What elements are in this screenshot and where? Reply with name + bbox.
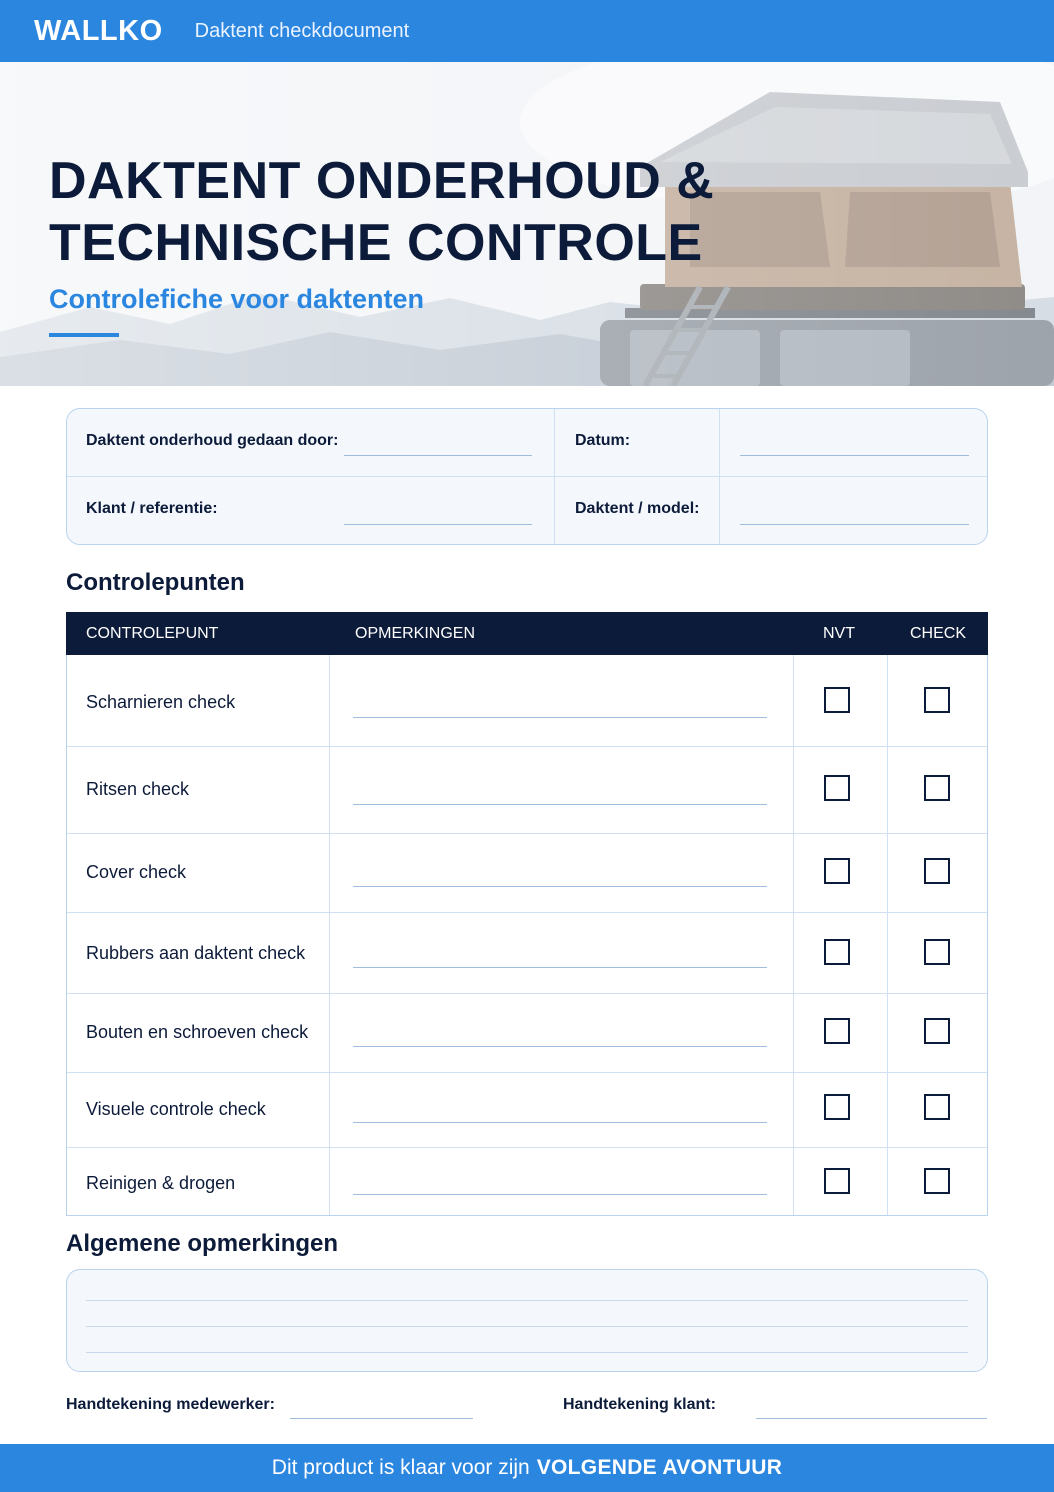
title-line-2: TECHNISCHE CONTROLE — [49, 214, 703, 272]
remarks-field[interactable] — [353, 1122, 767, 1123]
done-by-label: Daktent onderhoud gedaan door: — [86, 432, 339, 449]
checkpoint-label: Bouten en schroeven check — [86, 1022, 309, 1042]
page-subtitle: Controlefiche voor daktenten — [49, 284, 425, 314]
na-checkbox[interactable] — [824, 1018, 850, 1044]
client-signature-field[interactable] — [756, 1418, 987, 1419]
column-header-check: CHECK — [910, 625, 967, 642]
subtitle-underline — [49, 333, 119, 337]
check-checkbox[interactable] — [924, 858, 950, 884]
na-checkbox[interactable] — [824, 858, 850, 884]
checkpoint-label: Visuele controle check — [86, 1099, 266, 1119]
table-row — [67, 994, 987, 1073]
table-row — [67, 747, 987, 834]
check-checkbox[interactable] — [924, 687, 950, 713]
employee-signature-label: Handtekening medewerker: — [66, 1396, 275, 1413]
remarks-field[interactable] — [353, 1046, 767, 1047]
na-checkbox[interactable] — [824, 687, 850, 713]
date-label: Datum: — [575, 432, 631, 449]
remarks-field[interactable] — [353, 967, 767, 968]
remarks-section-title: Algemene opmerkingen — [66, 1230, 339, 1257]
brand-logo: WALLKO — [34, 14, 163, 47]
na-checkbox[interactable] — [824, 1168, 850, 1194]
checkpoint-label: Scharnieren check — [86, 692, 236, 712]
remarks-box[interactable] — [66, 1269, 988, 1372]
page-title — [49, 150, 714, 274]
remarks-line — [86, 1300, 968, 1301]
checks-table — [66, 655, 988, 1216]
checks-section-title: Controlepunten — [66, 569, 245, 596]
remarks-line — [86, 1326, 968, 1327]
client-label: Klant / referentie: — [86, 500, 218, 517]
column-header-checkpoint: CONTROLEPUNT — [86, 625, 219, 642]
remarks-field[interactable] — [353, 804, 767, 805]
footer-text: Dit product is klaar voor zijn — [271, 1456, 530, 1479]
footer-bar — [0, 1444, 1054, 1492]
checkpoint-label: Ritsen check — [86, 779, 190, 799]
check-checkbox[interactable] — [924, 1018, 950, 1044]
na-checkbox[interactable] — [824, 775, 850, 801]
title-line-1: DAKTENT ONDERHOUD & — [49, 152, 715, 210]
table-row — [67, 1148, 987, 1215]
date-field[interactable] — [740, 455, 969, 456]
checkpoint-label: Rubbers aan daktent check — [86, 943, 306, 963]
check-checkbox[interactable] — [924, 1094, 950, 1120]
model-label: Daktent / model: — [575, 500, 700, 517]
hero-banner — [0, 62, 1054, 386]
table-row — [67, 834, 987, 913]
checkpoint-label: Cover check — [86, 862, 187, 882]
na-checkbox[interactable] — [824, 1094, 850, 1120]
remarks-field[interactable] — [353, 717, 767, 718]
done-by-field[interactable] — [344, 455, 532, 456]
na-checkbox[interactable] — [824, 939, 850, 965]
info-box — [66, 408, 988, 545]
table-row — [67, 913, 987, 994]
divider — [67, 476, 987, 477]
client-signature-label: Handtekening klant: — [563, 1396, 716, 1413]
model-field[interactable] — [740, 524, 969, 525]
column-header-na: NVT — [823, 625, 855, 642]
table-row — [67, 655, 987, 747]
remarks-line — [86, 1352, 968, 1353]
remarks-field[interactable] — [353, 886, 767, 887]
column-header-remarks: OPMERKINGEN — [355, 625, 476, 642]
remarks-field[interactable] — [353, 1194, 767, 1195]
check-checkbox[interactable] — [924, 775, 950, 801]
checkpoint-label: Reinigen & drogen — [86, 1173, 236, 1193]
top-bar — [0, 0, 1054, 62]
employee-signature-field[interactable] — [290, 1418, 473, 1419]
checks-table-header — [66, 612, 988, 655]
client-field[interactable] — [344, 524, 532, 525]
table-row — [67, 1073, 987, 1148]
footer-emphasis: VOLGENDE AVONTUUR — [536, 1456, 783, 1479]
check-checkbox[interactable] — [924, 1168, 950, 1194]
check-checkbox[interactable] — [924, 939, 950, 965]
document-label: Daktent checkdocument — [194, 19, 410, 42]
